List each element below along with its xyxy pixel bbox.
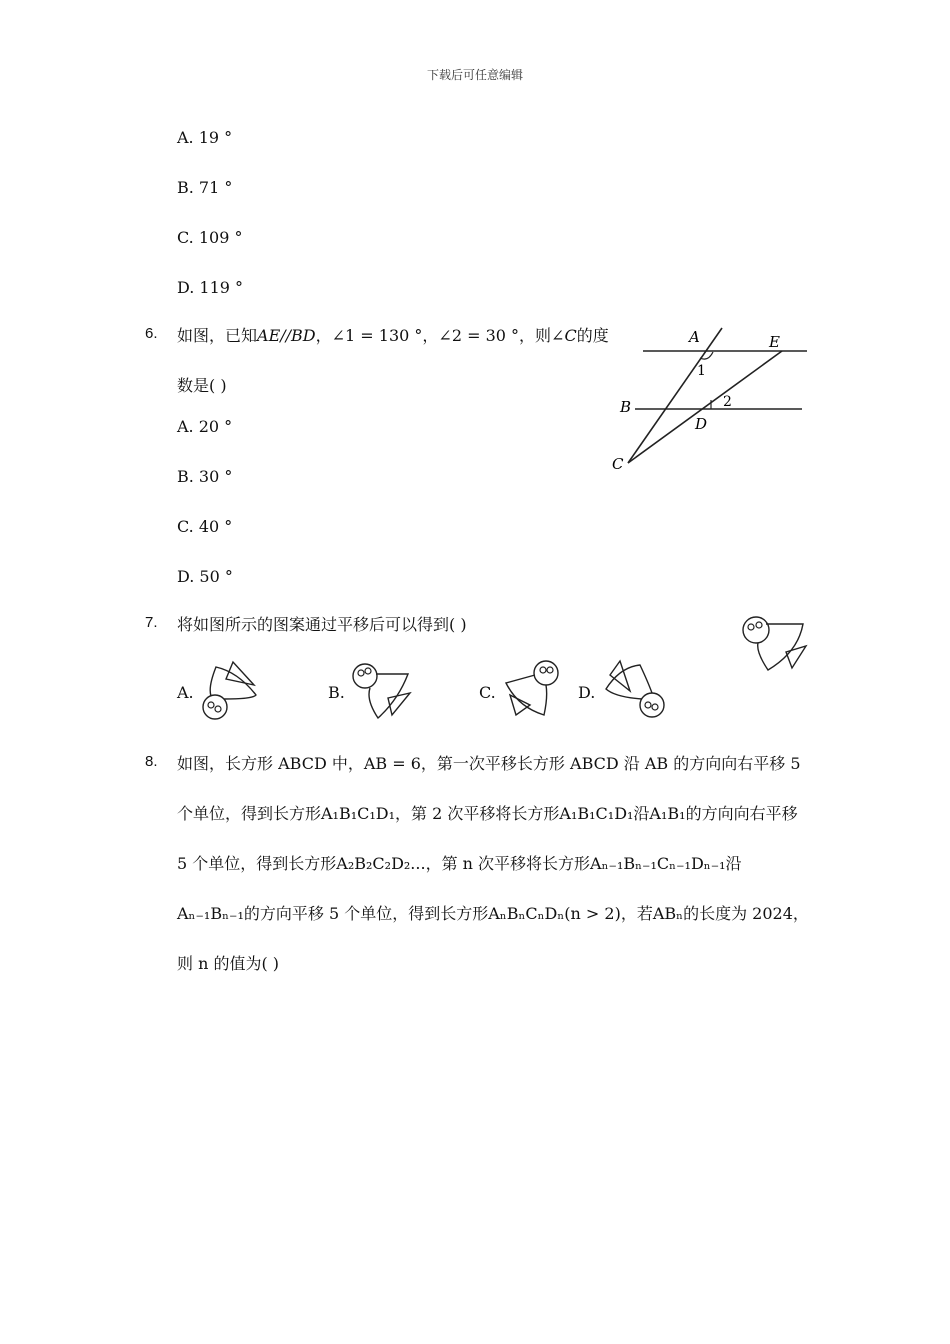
q7-option-a-bird[interactable] [198,657,263,725]
q7-option-b-bird[interactable] [348,660,416,722]
q5-option-a[interactable]: A. 19 ° [177,128,233,147]
q8-number: 8. [145,753,158,770]
q8-line3: 5 个单位，得到长方形A₂B₂C₂D₂...，第 n 次平移将长方形Aₙ₋₁Bₙ₋₁Cₙ₋₁Dₙ₋₁沿 [177,854,742,873]
q6-option-d[interactable]: D. 50 ° [177,567,233,586]
q7-option-d-bird[interactable] [600,657,672,725]
q7-option-c-label[interactable]: C. [479,683,496,702]
q5-option-d[interactable]: D. 119 ° [177,278,244,297]
q6-text-a: 如图，已知 [177,326,258,345]
q7-option-c-bird[interactable] [498,657,563,722]
q7-reference-bird [738,612,813,677]
q6-option-c[interactable]: C. 40 ° [177,517,233,536]
q5-option-c[interactable]: C. 109 ° [177,228,243,247]
label-b: B [620,398,632,416]
q6-angles: ，∠1 = 130 °，∠2 = 30 °，则∠ [315,326,565,345]
q6-number: 6. [145,325,158,342]
label-d: D [695,415,708,433]
label-a: A [689,328,700,346]
line-ac [628,328,722,463]
q6-stem-line2: 数是( ) [177,376,227,395]
q7-option-b-label[interactable]: B. [328,683,345,702]
q6-option-a[interactable]: A. 20 ° [177,417,233,436]
label-e: E [769,333,780,351]
q6-ae: AE [257,326,281,345]
page-header: 下载后可任意编辑 [426,68,523,82]
q8-line1: 如图，长方形 ABCD 中，AB = 6，第一次平移长方形 ABCD 沿 AB 的方向向右平移 5 [177,754,801,773]
q6-figure [605,320,815,480]
q6-parallel: // [280,326,292,345]
q6-stem-line1 [177,326,609,346]
q7-option-a-label[interactable]: A. [177,683,194,702]
q8-line2: 个单位，得到长方形A₁B₁C₁D₁，第 2 次平移将长方形A₁B₁C₁D₁沿A₁B₁的方向向右平移 [177,804,798,823]
q8-line4: Aₙ₋₁Bₙ₋₁的方向平移 5 个单位，得到长方形AₙBₙCₙDₙ(n > 2)，若ABₙ的长度为 2024， [177,904,809,923]
label-1: 1 [697,363,706,379]
q7-number: 7. [145,614,158,631]
q6-c: C [564,326,577,345]
q7-option-d-label[interactable]: D. [578,683,596,702]
q6-text-b: 的度 [576,326,609,345]
q6-option-b[interactable]: B. 30 ° [177,467,233,486]
q7-stem: 将如图所示的图案通过平移后可以得到( ) [177,615,467,634]
q8-line5: 则 n 的值为( ) [177,954,280,973]
label-c: C [612,455,624,473]
q6-bd: BD [291,326,316,345]
label-2: 2 [723,394,732,410]
q5-option-b[interactable]: B. 71 ° [177,178,233,197]
